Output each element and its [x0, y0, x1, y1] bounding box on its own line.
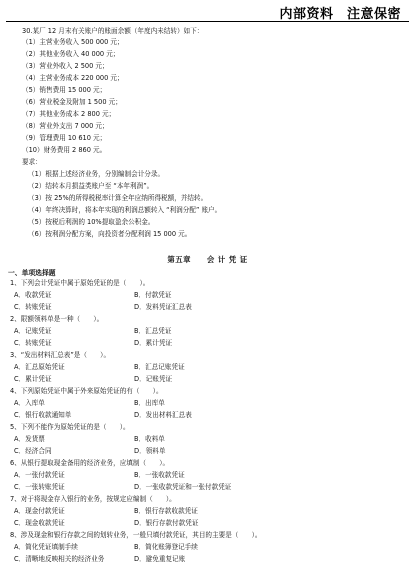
problem-item: （7）其他业务成本 2 800 元；	[22, 110, 116, 118]
question-stem: 7、对于将现金存入银行的业务，按规定应编制（ ）。	[10, 495, 176, 503]
problem-item: （4）主营业务成本 220 000 元；	[22, 74, 124, 82]
option-b: B．一张收款凭证	[134, 471, 185, 479]
option-b: B．付款凭证	[134, 291, 172, 299]
option-d: D．发料凭证汇总表	[134, 303, 192, 311]
problem-item: （3）营业外收入 2 500 元；	[22, 62, 109, 70]
option-b: B．银行存款收款凭证	[134, 507, 198, 515]
requirements-label: 要求：	[22, 158, 42, 166]
section-title: 一、单项选择题	[8, 269, 56, 277]
chapter-title: 第五章 会 计 凭 证	[167, 255, 248, 264]
question-stem: 2、限额领料单是一种（ ）。	[10, 315, 104, 323]
problem-item: （8）营业外支出 7 000 元；	[22, 122, 109, 130]
question-stem: 8、涉及现金和银行存款之间的划转业务，一般只填付款凭证，其目的主要是（ ）。	[10, 531, 262, 539]
option-d: D．领料单	[134, 447, 166, 455]
option-a: A．记账凭证	[14, 327, 52, 335]
requirement-item: （3）按 25%的所得税税率计算全年应纳所得税额，并结转。	[28, 194, 208, 202]
option-c: C．转账凭证	[14, 303, 52, 311]
problem-item: （5）销售费用 15 000 元；	[22, 86, 107, 94]
option-b: B．汇总凭证	[134, 327, 172, 335]
option-a: A．一张付款凭证	[14, 471, 65, 479]
requirement-item: （6）按利润分配方案，向投资者分配利润 15 000 元。	[28, 230, 192, 238]
option-d: D．发出材料汇总表	[134, 411, 192, 419]
option-d: D．累计凭证	[134, 339, 173, 347]
option-d: D．一张收款凭证和一张付款凭证	[134, 483, 232, 491]
option-b: B．出库单	[134, 399, 165, 407]
problem-item: （1）主营业务收入 500 000 元；	[22, 38, 124, 46]
option-b: B．汇总记账凭证	[134, 363, 185, 371]
option-d: D．记账凭证	[134, 375, 173, 383]
confidential-header: 内部资料 注意保密	[279, 7, 401, 22]
question-stem: 5、下列不能作为原始凭证的是（ ）。	[10, 423, 130, 431]
option-a: A．发货票	[14, 435, 45, 443]
option-a: A．入库单	[14, 399, 45, 407]
requirement-item: （2）结转本月损益类账户至 “本年利润”。	[28, 182, 154, 190]
option-b: B．收料单	[134, 435, 165, 443]
option-c: C．转账凭证	[14, 339, 52, 347]
question-stem: 4、下列原始凭证中属于外来原始凭证的有（ ）。	[10, 387, 163, 395]
option-a: A．现金付款凭证	[14, 507, 65, 515]
question-stem: 1、下列会计凭证中属于原始凭证的是（ ）。	[10, 279, 150, 287]
option-a: A．汇总原始凭证	[14, 363, 65, 371]
page-header	[0, 0, 415, 22]
option-d: D．避免重复记账	[134, 555, 186, 563]
option-c: C．累计凭证	[14, 375, 52, 383]
header-rule	[6, 21, 409, 22]
option-b: B．简化账簿登记手续	[134, 543, 198, 551]
problem-item: （9）管理费用 10 610 元；	[22, 134, 107, 142]
option-c: C．银行收款通知单	[14, 411, 72, 419]
problem-intro: 30.某厂 12 月末有关账户的账面余额（年度内未结转）如下：	[22, 27, 204, 35]
problem-item: （6）营业税金及附加 1 500 元；	[22, 98, 122, 106]
problem-item: （2）其他业务收入 40 000 元；	[22, 50, 120, 58]
option-a: A．收款凭证	[14, 291, 52, 299]
requirement-item: （4）年终决算时，将本年实现的利润总额转入 “利润分配” 账户。	[28, 206, 222, 214]
option-c: C．经济合同	[14, 447, 52, 455]
option-c: C．一张转账凭证	[14, 483, 65, 491]
requirement-item: （1）根据上述经济业务，分别编制会计分录。	[28, 170, 165, 178]
option-c: C．现金收款凭证	[14, 519, 65, 527]
requirement-item: （5）按税后利润的 10%提取盈余公积金。	[28, 218, 155, 226]
option-c: C．清晰地反映相关的经济业务	[14, 555, 105, 563]
question-stem: 6、从银行提取现金备用的经济业务，应填制（ ）。	[10, 459, 170, 467]
option-a: A．简化凭证填制手续	[14, 543, 78, 551]
question-stem: 3、“发出材料汇总表”是（ ）。	[10, 351, 111, 359]
problem-item: （10）财务费用 2 860 元。	[22, 146, 107, 154]
option-d: D．银行存款付款凭证	[134, 519, 199, 527]
